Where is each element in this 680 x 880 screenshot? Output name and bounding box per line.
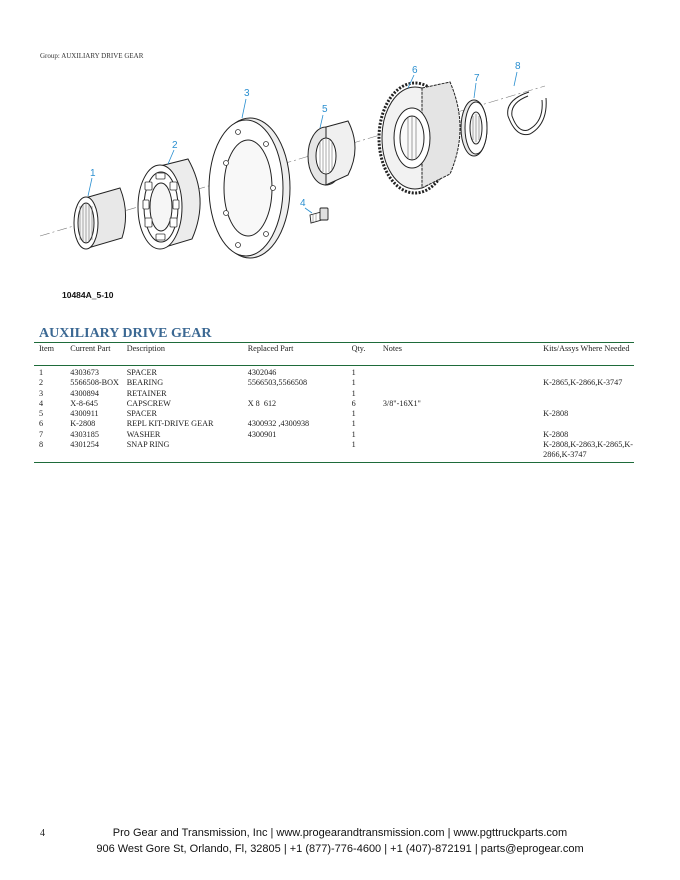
cell-notes	[378, 409, 538, 419]
cell-replaced-part: 4300901	[247, 429, 277, 439]
footer-line-2: 906 West Gore St, Orlando, Fl, 32805 | +1 (877)-776-4600 | +1 (407)-872191 | parts@eprogear.com	[96, 842, 584, 855]
col-description: Description	[122, 343, 243, 366]
cell-item: 3	[39, 388, 44, 398]
col-item: Item	[34, 343, 65, 366]
cell-current-part: 5566508-BOX	[70, 378, 119, 388]
washer-part	[461, 100, 487, 156]
callout-7: 7	[474, 73, 480, 84]
cell-qty: 1	[351, 429, 356, 439]
retainer-part	[209, 118, 290, 258]
cell-item: 2	[39, 378, 44, 388]
bearing-part	[138, 159, 200, 249]
cell-qty: 1	[347, 440, 378, 462]
cell-replaced-part: X 8 612	[247, 398, 277, 408]
cell-notes	[378, 366, 538, 379]
cell-item: 1	[39, 368, 44, 377]
section-title: AUXILIARY DRIVE GEAR	[39, 326, 212, 341]
col-notes: Notes	[378, 343, 538, 366]
spacer-part	[74, 188, 126, 249]
cell-current-part: 4301254	[65, 440, 121, 462]
cell-description: SNAP RING	[122, 440, 243, 462]
cell-kits	[538, 399, 634, 409]
cell-current-part: 4303673	[70, 368, 99, 377]
cell-kits: K-2808	[543, 409, 569, 419]
col-qty: Qty.	[347, 343, 378, 366]
callout-8: 8	[515, 61, 521, 72]
figure-id: 10484A‗5-10	[62, 290, 114, 300]
cell-notes	[378, 430, 538, 440]
cell-notes	[378, 378, 538, 388]
cell-current-part: 4300911	[70, 409, 99, 419]
snap-ring-part	[508, 92, 547, 135]
cell-item: 7	[39, 429, 44, 439]
group-label: Group: AUXILIARY DRIVE GEAR	[40, 52, 144, 60]
col-kits: Kits/Assys Where Needed	[538, 343, 634, 366]
cell-qty: 1	[351, 378, 356, 388]
cell-replaced-part	[243, 409, 347, 419]
cell-replaced-part: 4302046	[247, 368, 277, 377]
cell-replaced-part: 5566503,5566508	[247, 378, 308, 388]
cell-notes	[378, 389, 538, 399]
callout-1: 1	[90, 168, 96, 179]
drive-gear-part	[379, 82, 460, 193]
cell-current-part: 4300894	[70, 388, 99, 398]
cell-current-part: X-8-645	[70, 398, 98, 408]
cell-kits: K-2808,K-2863,K-2865,K-2866,K-3747	[538, 440, 634, 462]
table-row	[34, 440, 634, 462]
cell-qty: 6	[351, 398, 356, 408]
callout-4: 4	[300, 198, 306, 209]
cell-description: BEARING	[126, 378, 164, 388]
cell-qty: 1	[351, 388, 356, 398]
spacer-splined-part	[308, 121, 355, 185]
table-row	[34, 419, 634, 429]
cell-item: 4	[39, 398, 44, 408]
callout-5: 5	[322, 104, 328, 115]
table-row	[34, 430, 634, 440]
cell-kits	[538, 389, 634, 399]
cell-kits	[538, 419, 634, 429]
cell-description: SPACER	[126, 409, 157, 419]
parts-table	[34, 342, 634, 463]
cell-kits	[538, 366, 634, 379]
cell-notes	[378, 419, 538, 429]
page-footer	[60, 826, 620, 857]
callout-3: 3	[244, 88, 250, 99]
cell-notes: 3/8"-16X1"	[382, 398, 421, 408]
cell-kits: K-2865,K-2866,K-3747	[543, 378, 623, 388]
table-row	[34, 378, 634, 388]
cell-item: 8	[34, 440, 65, 462]
col-current-part: Current Part	[65, 343, 121, 366]
table-row	[34, 409, 634, 419]
cell-description: CAPSCREW	[126, 398, 171, 408]
cell-qty: 1	[351, 419, 356, 429]
callout-2: 2	[172, 140, 178, 151]
cell-kits: K-2808	[543, 429, 569, 439]
cell-item: 5	[39, 409, 44, 419]
cell-notes	[378, 440, 538, 462]
page-number: 4	[40, 828, 45, 839]
cell-current-part: 4303185	[70, 429, 99, 439]
cell-current-part: K-2808	[70, 419, 96, 429]
cell-description: RETAINER	[126, 388, 167, 398]
callout-6: 6	[412, 65, 418, 76]
exploded-parts-diagram	[30, 58, 630, 308]
cell-item: 6	[39, 419, 44, 429]
capscrew-part	[310, 208, 328, 223]
table-row	[34, 399, 634, 409]
cell-description: SPACER	[126, 368, 157, 377]
table-row	[34, 389, 634, 399]
table-header-row	[34, 343, 634, 366]
footer-line-1: Pro Gear and Transmission, Inc | www.progearandtransmission.com | www.pgttruckparts.com	[112, 827, 568, 839]
cell-replaced-part: 4300932 ,4300938	[247, 419, 310, 429]
col-replaced-part: Replaced Part	[243, 343, 347, 366]
cell-replaced-part	[243, 389, 347, 399]
cell-qty: 1	[351, 368, 356, 377]
cell-replaced-part	[243, 440, 347, 462]
cell-description: WASHER	[126, 429, 161, 439]
cell-description: REPL KIT-DRIVE GEAR	[126, 419, 214, 429]
table-row	[34, 366, 634, 379]
cell-qty: 1	[351, 409, 356, 419]
